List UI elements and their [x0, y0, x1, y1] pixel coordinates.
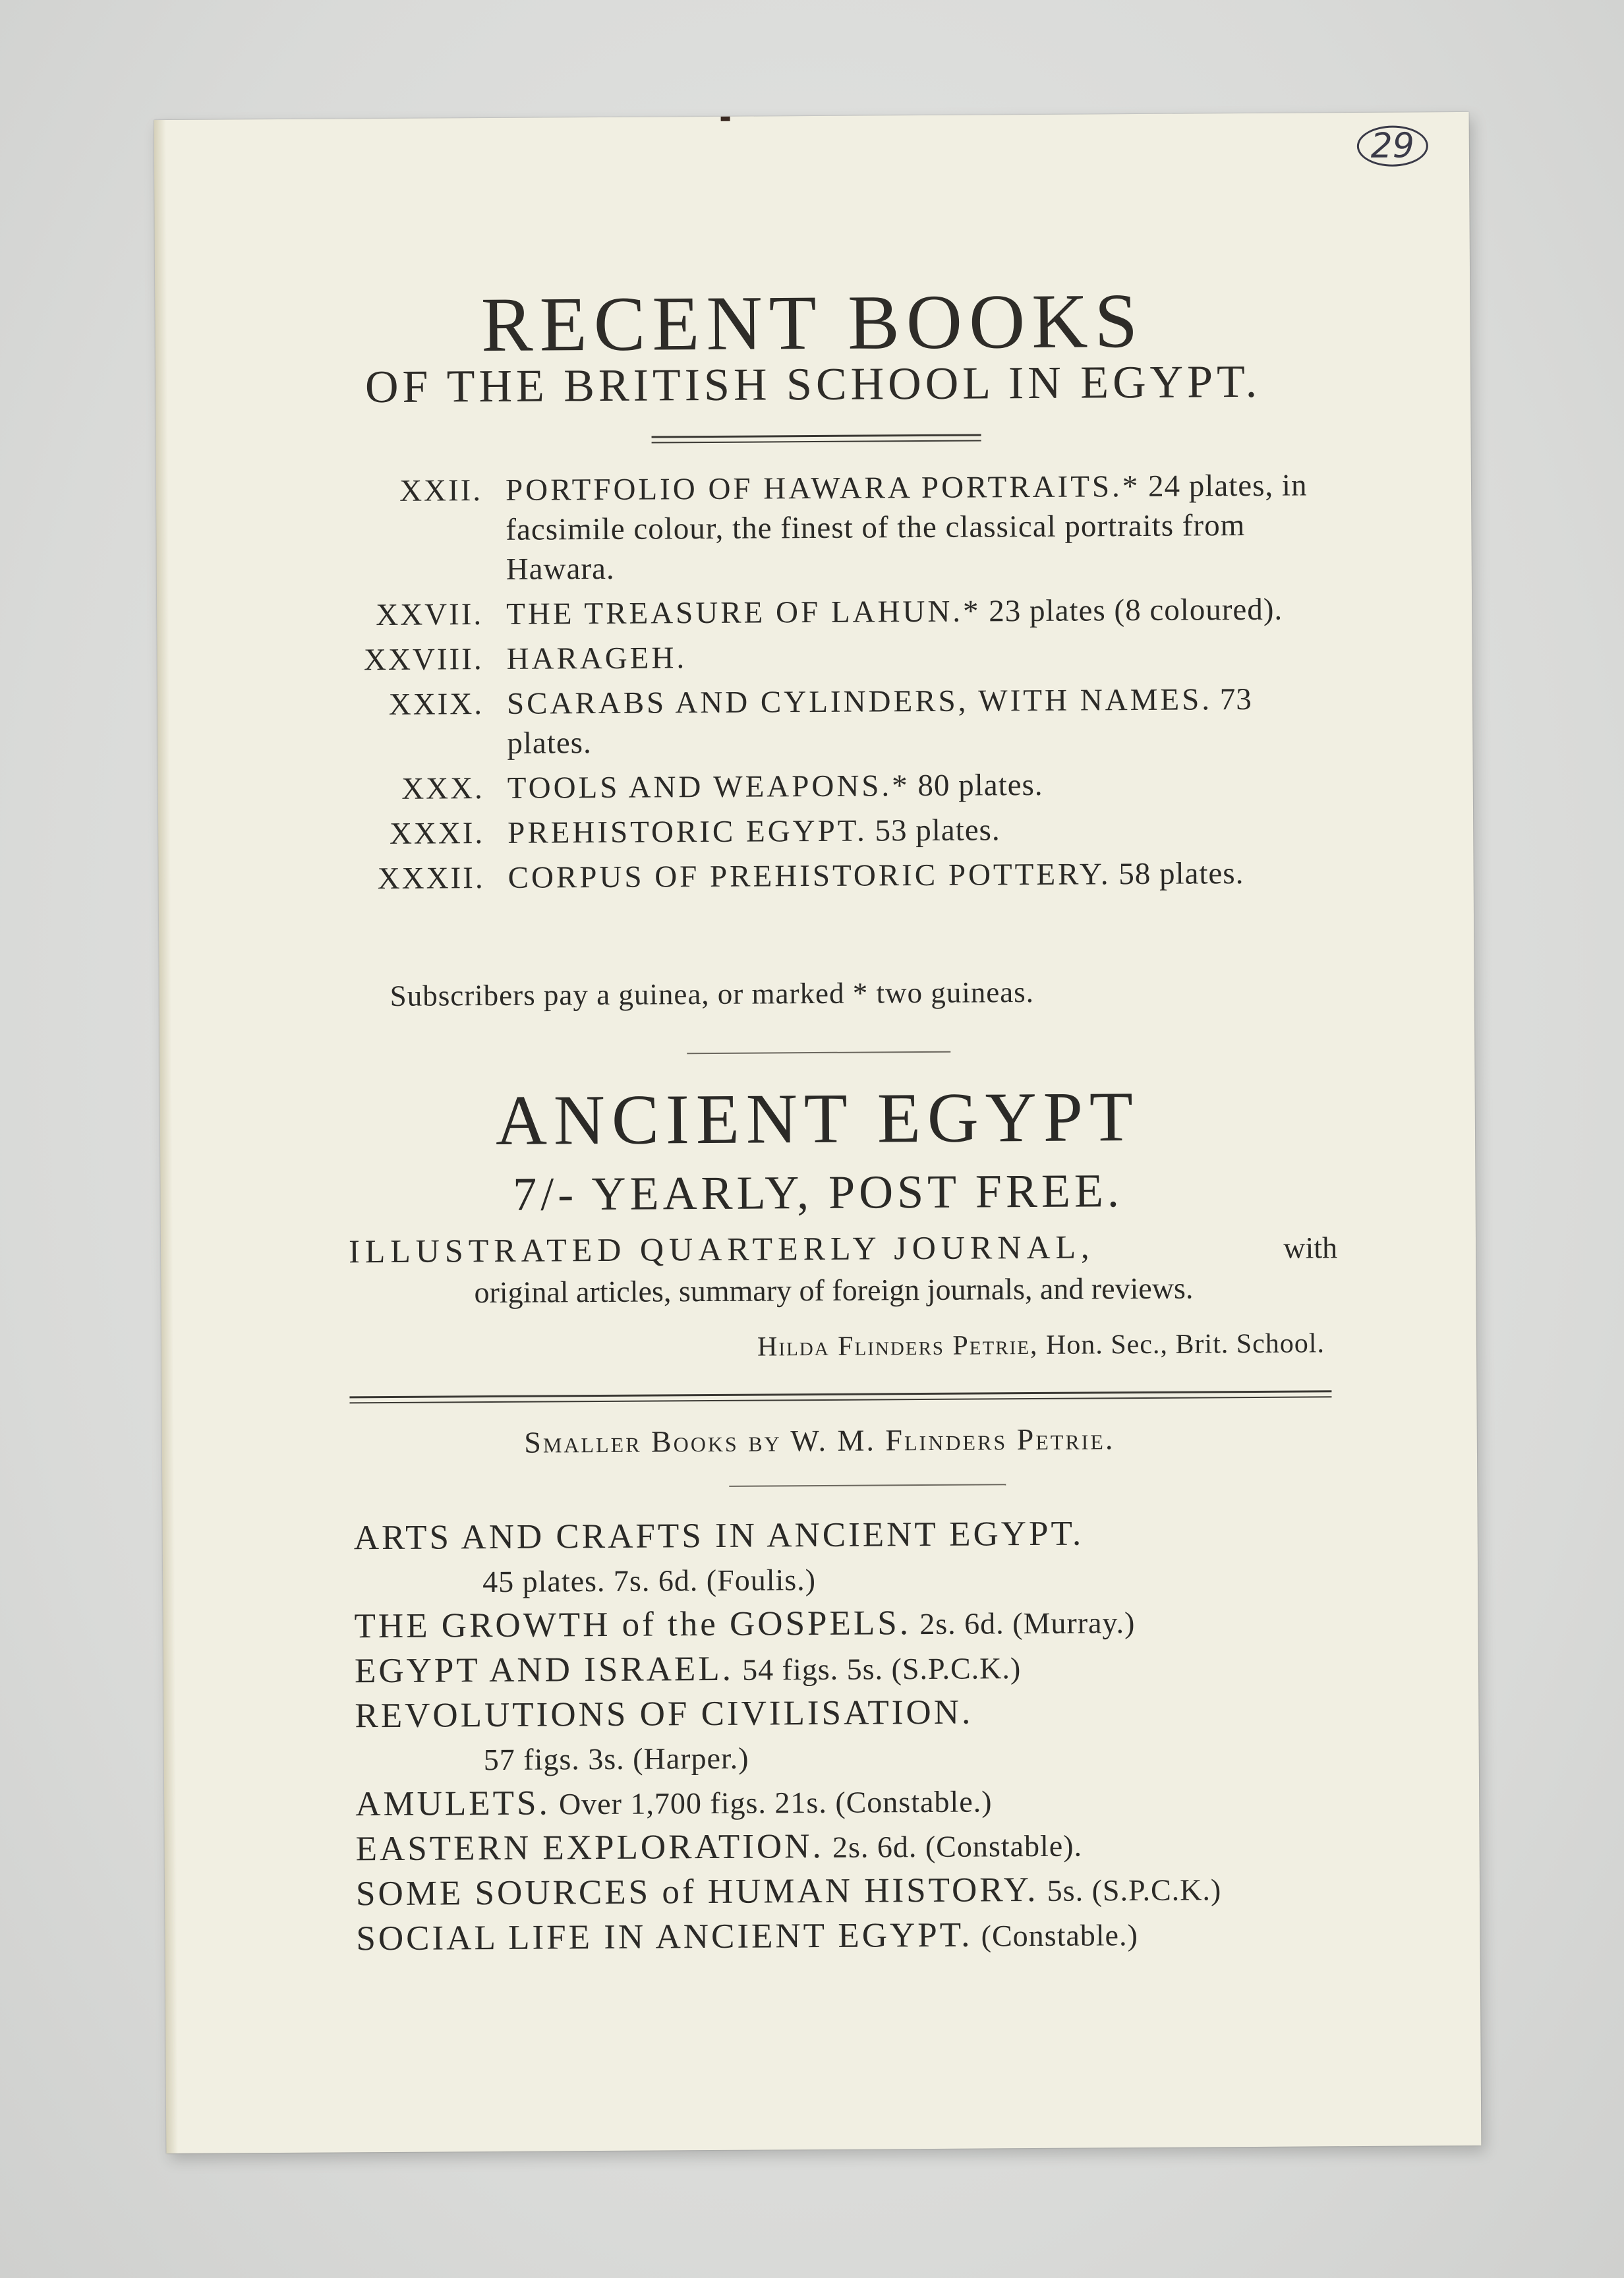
book-entry [157, 589, 1472, 636]
smaller-book-detail: 5s. (S.P.C.K.) [1047, 1873, 1222, 1908]
book-title: SCARABS AND CYLINDERS, WITH NAMES. [506, 682, 1213, 721]
book-title: TOOLS AND WEAPONS.* [507, 769, 910, 805]
section-divider [687, 1051, 950, 1054]
page-subtitle: OF THE BRITISH SCHOOL IN EGYPT. [364, 356, 1262, 413]
journal-divider [349, 1390, 1331, 1403]
document-page [154, 112, 1482, 2153]
book-number: XXVIII. [363, 642, 484, 678]
book-body [506, 465, 1323, 589]
recent-books-list [156, 465, 1474, 905]
smaller-book-entry [355, 1643, 1383, 1695]
book-detail: 53 plates. [875, 813, 1000, 848]
smaller-books-list [354, 1510, 1385, 1962]
book-number: XXVII. [376, 597, 484, 633]
book-body [506, 634, 1323, 679]
smaller-book-title: THE GROWTH of the GOSPELS. [354, 1604, 912, 1646]
journal-title: ANCIENT EGYPT [495, 1078, 1140, 1160]
book-entry [158, 678, 1473, 765]
journal-description-with: with [1283, 1231, 1338, 1265]
journal-description-caps: ILLUSTRATED QUARTERLY JOURNAL, [348, 1228, 1095, 1270]
book-number: XXII. [399, 473, 483, 508]
book-title: PORTFOLIO OF HAWARA PORTRAITS.* [505, 469, 1141, 508]
smaller-book-entry [354, 1598, 1382, 1650]
smaller-books-heading: Smaller Books by W. M. Flinders Petrie. [524, 1422, 1115, 1459]
smaller-book-entry [356, 1866, 1384, 1917]
handwritten-page-number: 29 [1357, 125, 1429, 167]
book-body [508, 808, 1325, 853]
smaller-book-title: AMULETS. [355, 1784, 550, 1824]
smaller-book-title: ARTS AND CRAFTS IN ANCIENT EGYPT. [353, 1514, 1084, 1558]
smaller-book-detail: 2s. 6d. (Murray.) [919, 1606, 1136, 1641]
book-entry [158, 763, 1473, 810]
book-title: PREHISTORIC EGYPT. [508, 813, 867, 850]
book-title: HARAGEH. [506, 641, 687, 676]
book-entry [157, 633, 1472, 681]
journal-description [349, 1225, 1338, 1313]
smaller-book-detail: 2s. 6d. (Constable). [832, 1828, 1083, 1864]
journal-price: 7/- YEARLY, POST FREE. [513, 1164, 1124, 1221]
smaller-book-detail: 54 figs. 5s. (S.P.C.K.) [742, 1651, 1022, 1687]
book-detail: 23 plates (8 coloured). [989, 592, 1283, 629]
smaller-book-entry [355, 1688, 1383, 1783]
book-entry [156, 465, 1472, 591]
book-number: XXXI. [389, 816, 485, 851]
book-number: XXXII. [377, 861, 485, 896]
smaller-book-detail: 57 figs. 3s. (Harper.) [483, 1741, 749, 1777]
book-detail: 58 plates. [1118, 856, 1244, 892]
book-detail: 73 plates. [507, 682, 1252, 761]
smaller-book-detail: (Constable.) [981, 1918, 1138, 1953]
smaller-book-entry [355, 1821, 1383, 1873]
book-detail: 80 plates. [917, 767, 1043, 803]
signatory-role: Hon. Sec., Brit. School. [1045, 1328, 1325, 1360]
smaller-book-title: SOCIAL LIFE IN ANCIENT EGYPT. [356, 1915, 973, 1958]
smaller-books-divider [729, 1484, 1006, 1487]
smaller-book-title: EASTERN EXPLORATION. [355, 1826, 824, 1869]
book-body [506, 589, 1323, 634]
smaller-book-title: REVOLUTIONS OF CIVILISATION. [355, 1693, 973, 1736]
smaller-book-entry [355, 1776, 1383, 1828]
signatory-name: Hilda Flinders Petrie, [757, 1329, 1039, 1362]
book-entry [158, 807, 1473, 855]
smaller-book-title: EGYPT AND ISRAEL. [354, 1649, 734, 1691]
smaller-book-entry [356, 1911, 1384, 1962]
smaller-book-entry [354, 1510, 1383, 1605]
journal-description-rest: original articles, summary of foreign journals, and reviews. [474, 1271, 1194, 1310]
book-title: CORPUS OF PREHISTORIC POTTERY. [508, 857, 1111, 895]
book-body [508, 853, 1325, 898]
journal-signature [757, 1328, 1325, 1362]
book-body [508, 763, 1325, 808]
book-body [507, 679, 1325, 763]
book-title: THE TREASURE OF LAHUN.* [506, 594, 981, 631]
smaller-book-detail: Over 1,700 figs. 21s. (Constable.) [558, 1784, 993, 1821]
book-detail: 24 plates, in facsimile colour, the finest of the classical portraits from Hawara. [506, 468, 1308, 587]
ink-mark [721, 117, 730, 121]
smaller-book-title: SOME SOURCES of HUMAN HISTORY. [355, 1870, 1039, 1913]
header-divider [652, 434, 981, 443]
subscribers-note: Subscribers pay a guinea, or marked * two guineas. [390, 975, 1035, 1012]
book-number: XXIX. [388, 687, 484, 722]
page-title: RECENT BOOKS [480, 277, 1145, 368]
book-number: XXX. [401, 771, 484, 806]
smaller-book-detail: 45 plates. 7s. 6d. (Foulis.) [482, 1563, 817, 1599]
book-entry [158, 852, 1473, 900]
